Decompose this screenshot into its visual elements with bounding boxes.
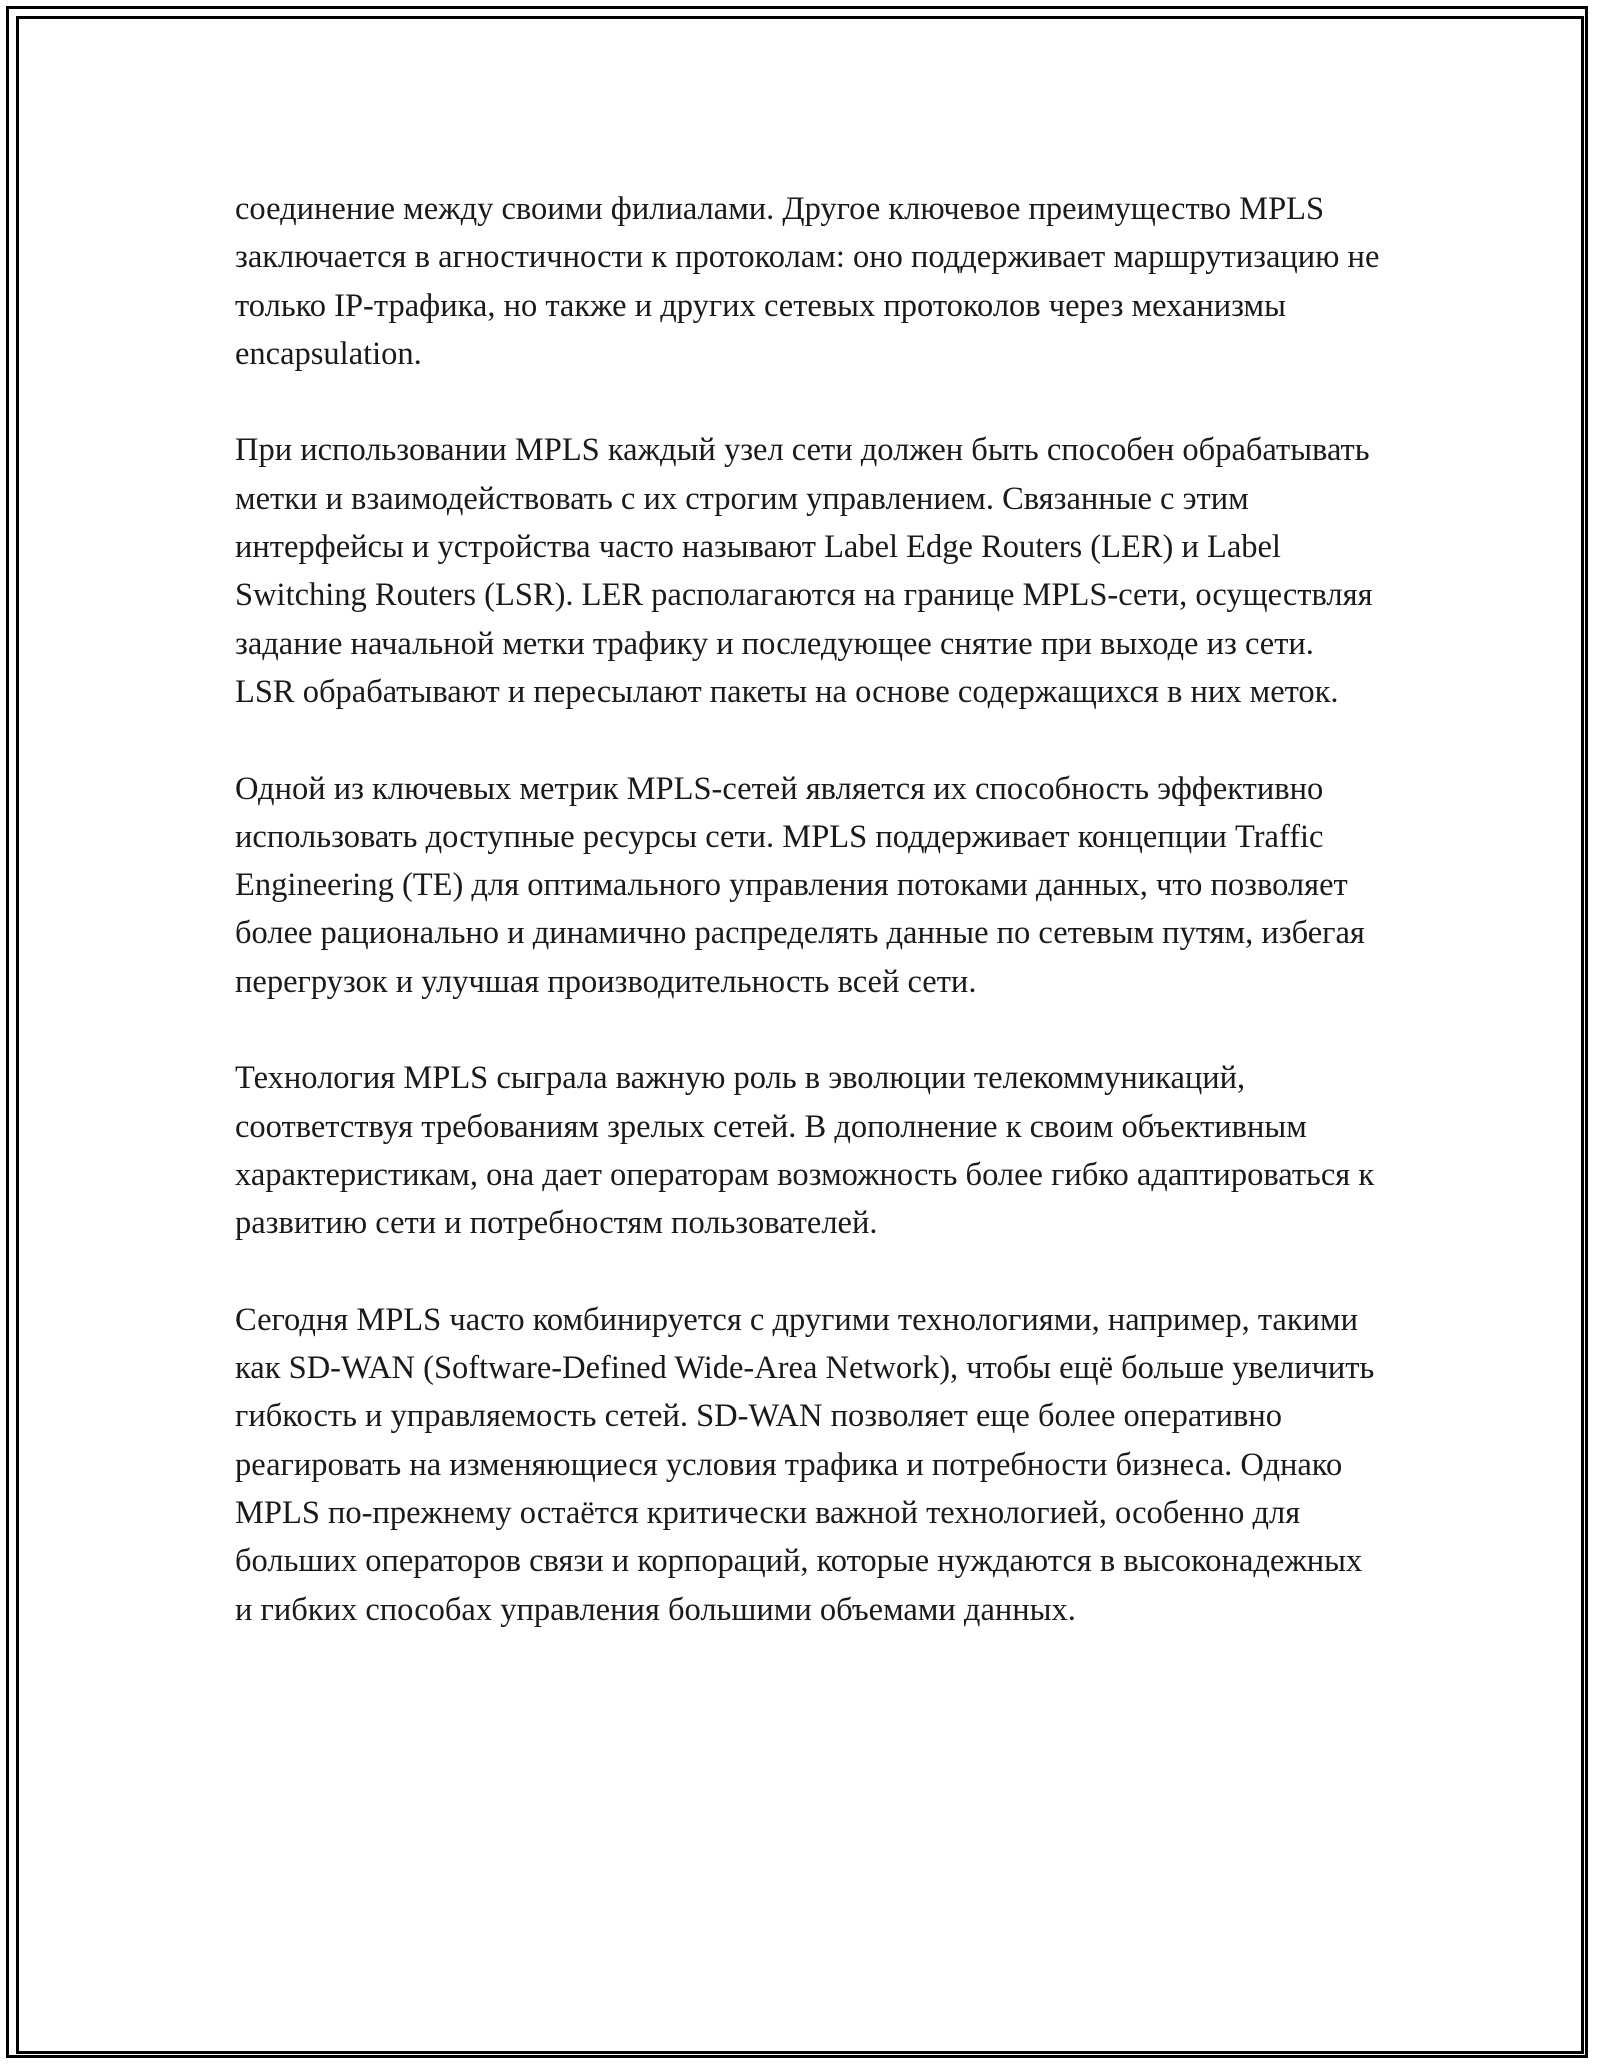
paragraph-2: При использовании MPLS каждый узел сети должен быть способен обрабатывать метки и взаимодействовать с их строгим управлением. Связанные с этим интерфейсы и устройства часто называют Label Edge Routers (LER) и Label Switching Routers (LSR). LER располагаются на границе MPLS-сети, осуществляя задание начальной метки трафику и последующее снятие при выходе из сети. LSR обрабатывают и пересылают пакеты на основе содержащихся в них меток. [235, 432, 1373, 710]
paragraph-1: соединение между своими филиалами. Другое ключевое преимущество MPLS заключается в агностичности к протоколам: оно поддерживает маршрутизацию не только IP-трафика, но также и других сетевых протоколов через механизмы encapsulation. [235, 191, 1380, 372]
document-body [235, 185, 1380, 1682]
paragraph-3: Одной из ключевых метрик MPLS-сетей является их способность эффективно использовать доступные ресурсы сети. MPLS поддерживает концепции Traffic Engineering (TE) для оптимального управления потоками данных, что позволяет более рационально и динамично распределять данные по сетевым путям, избегая перегрузок и улучшая производительность всей сети. [235, 770, 1365, 1000]
paragraph-4: Технология MPLS сыграла важную роль в эволюции телекоммуникаций, соответствуя требованиям зрелых сетей. В дополнение к своим объективным характеристикам, она дает операторам возможность более гибко адаптироваться к развитию сети и потребностям пользователей. [235, 1060, 1375, 1242]
paragraph-5: Сегодня MPLS часто комбинируется с другими технологиями, например, такими как SD-WAN (Software-Defined Wide-Area Network), чтобы ещё больше увеличить гибкость и управляемость сетей. SD-WAN позволяет еще более оперативно реагировать на изменяющиеся условия трафика и потребности бизнеса. Однако MPLS по-прежнему остаётся критически важной технологией, особенно для больших операторов связи и корпораций, которые нуждаются в высоконадежных и гибких способах управления большими объемами данных. [235, 1301, 1375, 1628]
